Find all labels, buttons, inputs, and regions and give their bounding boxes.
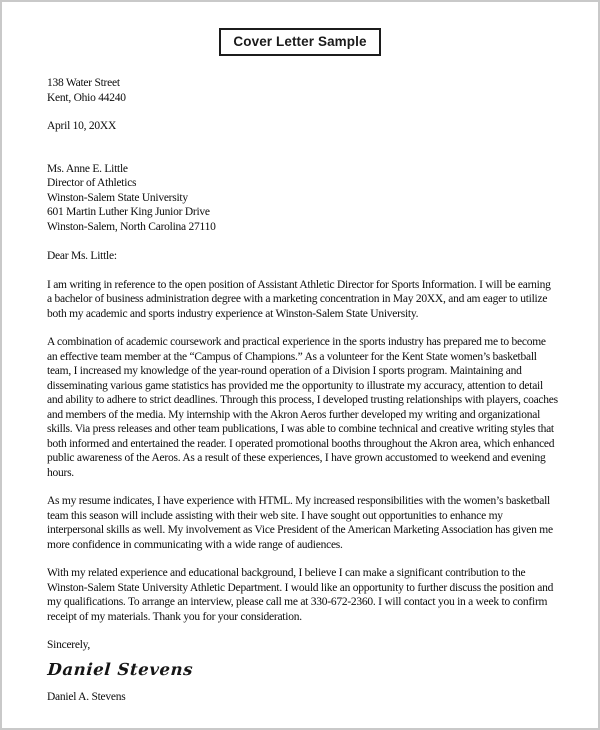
- title-badge: [219, 28, 380, 56]
- sender-address-line: Kent, Ohio 44240: [47, 91, 126, 104]
- typed-signature-name: Daniel A. Stevens: [47, 691, 126, 703]
- recipient-address-block: [47, 162, 558, 235]
- letter-body: [47, 76, 558, 705]
- recipient-organization: Winston-Salem State University: [47, 191, 188, 204]
- body-paragraph-1: I am writing in reference to the open position of Assistant Athletic Director for Sports Information. I will be earning a bachelor of business administration degree with a marketing concentration in May 20XX, and am eager to utilize both my academic and sports industry experience at Winston-Salem State University.: [47, 278, 551, 320]
- title-badge-row: [2, 2, 598, 56]
- body-paragraph-2: A combination of academic coursework and practical experience in the sports industry has prepared me to become an effective team member at the “Campus of Champions.” As a volunteer for the Kent State women’s basketball team, I increased my knowledge of the year-round operation of a Division I sports program. Maintaining and disseminating various game statistics has provided me the opportunity to illustrate my accuracy, attention to detail and ability to adhere to strict deadlines. Through this process, I developed trusting relationships with players, coaches and members of the media. My internship with the Akron Aeros further developed my writing and organizational skills. Via press releases and other team publications, I was able to combine technical and creative writing styles that both informed and entertained the reader. I operated promotional booths throughout the Akron area, which enhanced public awareness of the Aeros. As a result of these experiences, I have grown accustomed to weekend and evening hours.: [47, 336, 558, 479]
- recipient-title: Director of Athletics: [47, 177, 137, 189]
- handwritten-signature: Daniel Stevens: [46, 659, 194, 679]
- date-line: April 10, 20XX: [47, 120, 117, 132]
- recipient-city-state-zip: Winston-Salem, North Carolina 27110: [47, 220, 216, 233]
- salutation: Dear Ms. Little:: [47, 250, 117, 262]
- body-paragraph-4: With my related experience and educational background, I believe I can make a significant contribution to the Winston-Salem State University Athletic Department. I would like an opportunity to further discuss the position and my qualifications. To arrange an interview, please call me at 330-672-2360. I will contact you in a week to confirm receipt of my materials. Thank you for your consideration.: [47, 567, 554, 623]
- body-paragraph-3: As my resume indicates, I have experience with HTML. My increased responsibilities with the women’s basketball team this season will include assisting with their web site. I have sought out opportunities to enhance my interpersonal skills as well. My involvement as Vice President of the American Marketing Association has given me more confidence in communicating with a wide range of audiences.: [47, 495, 553, 551]
- recipient-street: 601 Martin Luther King Junior Drive: [47, 206, 210, 218]
- sender-address-line: 138 Water Street: [47, 77, 120, 89]
- closing-line: Sincerely,: [47, 639, 91, 651]
- recipient-name: Ms. Anne E. Little: [47, 162, 128, 175]
- sender-address-block: [47, 76, 558, 105]
- title-badge-label: Cover Letter Sample: [233, 34, 367, 49]
